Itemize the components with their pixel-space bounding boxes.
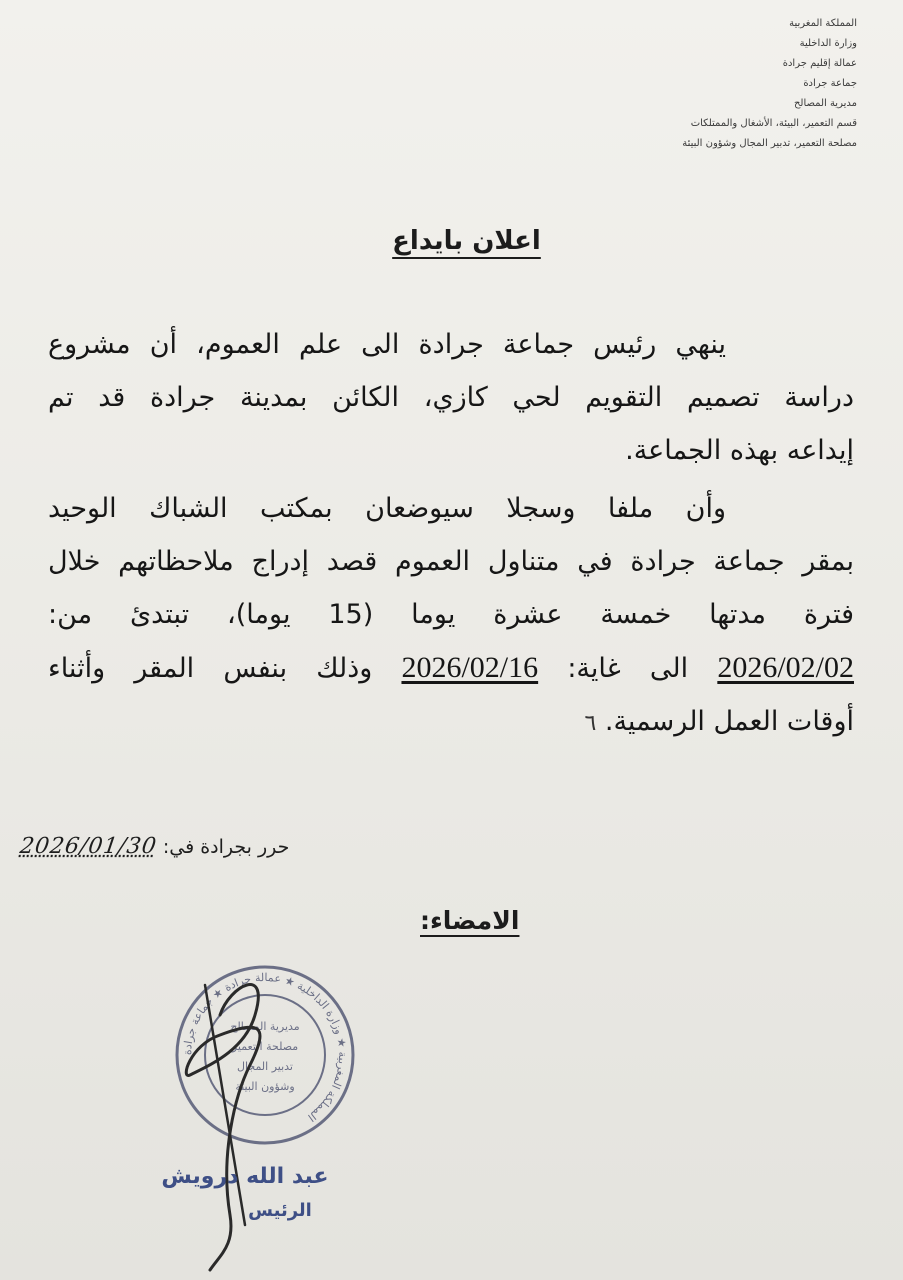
stamp-inner-line: مصلحة التعمير: [231, 1040, 299, 1053]
letterhead-line: مصلحة التعمير، تدبير المجال وشؤون البيئة: [682, 138, 857, 149]
document-title-wrap: [0, 226, 903, 256]
letterhead-line: المملكة المغربية: [789, 18, 857, 29]
paragraph-2: [48, 482, 854, 750]
closing-line: [48, 695, 854, 750]
signer-name: عبد الله درويش: [161, 1164, 329, 1189]
stamp-inner-line: تدبير المجال: [237, 1060, 293, 1073]
letterhead-line: جماعة جرادة: [803, 78, 857, 89]
paragraph-1: [48, 318, 854, 477]
letterhead-line: مديرية المصالح: [793, 98, 857, 109]
paragraph-line: إيداعه بهذه الجماعة.: [625, 435, 854, 466]
stamp-inner-line: مديرية المصالح: [230, 1020, 300, 1033]
document-title: اعلان بايداع: [392, 226, 541, 256]
end-date: 2026/02/16: [401, 651, 539, 684]
after-end-text: وذلك بنفس المقر وأثناء: [48, 653, 373, 684]
paragraph-line: بمقر جماعة جرادة في متناول العموم قصد إدراج ملاحظاتهم خلال: [48, 546, 854, 577]
signer-block: [130, 1160, 360, 1228]
paragraph-line: ينهي رئيس جماعة جرادة الى علم العموم، أن مشروع: [48, 329, 726, 360]
until-text: الى غاية:: [567, 653, 689, 684]
signature-label: الامضاء:: [420, 906, 520, 935]
letterhead-line: قسم التعمير، البيئة، الأشغال والممتلكات: [690, 118, 857, 129]
stamp-outer-text: المملكة المغربية ★ وزارة الداخلية ★ عمالة جرادة ★ جماعة جرادة: [180, 970, 350, 1124]
paragraph-line: دراسة تصميم التقويم لحي كازي، الكائن بمدينة جرادة قد تم: [48, 382, 854, 413]
paragraph-line: وأن ملفا وسجلا سيوضعان بمكتب الشباك الوحيد: [48, 493, 726, 524]
letterhead: [597, 14, 857, 154]
start-date: 2026/02/02: [717, 651, 854, 684]
signer-role: الرئيس: [248, 1200, 312, 1221]
stamp-inner-line: وشؤون البيئة: [235, 1080, 295, 1093]
written-at-label: حرر بجرادة في:: [162, 836, 290, 858]
written-at-date: 2026/01/30: [18, 834, 159, 859]
dates-line: [48, 641, 854, 695]
letterhead-line: وزارة الداخلية: [799, 38, 857, 49]
paragraph-line: فترة مدتها خمسة عشرة يوما (15 يوما)، تبتدئ من:: [48, 599, 855, 630]
letterhead-line: عمالة إقليم جرادة: [782, 58, 857, 69]
end-mark: ٦: [584, 711, 597, 736]
last-line-text: أوقات العمل الرسمية.: [604, 706, 854, 737]
written-at: [20, 834, 289, 859]
